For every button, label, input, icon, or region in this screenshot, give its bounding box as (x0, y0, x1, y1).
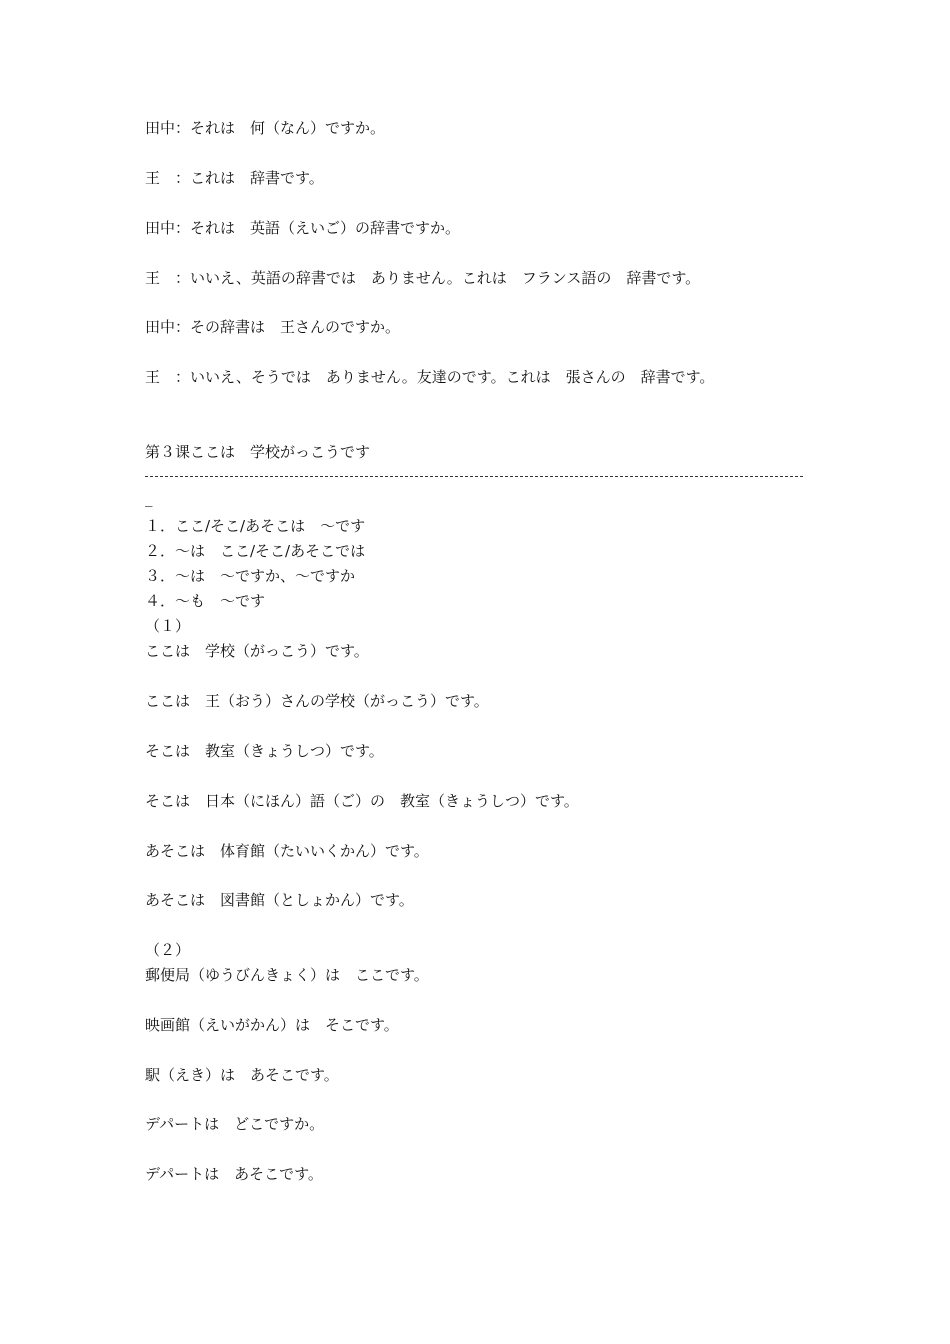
grammar-point: １．ここ/そこ/あそこは ～です (145, 517, 366, 535)
lesson-title: 第３课ここは 学校がっこうです (145, 443, 371, 461)
example-sentence: デパートは あそこです。 (145, 1165, 323, 1183)
divider (145, 476, 803, 477)
example-sentence: そこは 教室（きょうしつ）です。 (145, 742, 384, 760)
example-sentence: あそこは 図書館（としょかん）です。 (145, 891, 414, 909)
example-sentence: デパートは どこですか。 (145, 1115, 325, 1133)
example-sentence: 郵便局（ゆうびんきょく）は ここです。 (145, 966, 429, 984)
example-sentence: 駅（えき）は あそこです。 (145, 1066, 339, 1084)
dialogue-line: 田中：それは 英語（えいご）の辞書ですか。 (145, 219, 461, 237)
section-label: （１） (145, 617, 191, 635)
dialogue-line: 田中：その辞書は 王さんのですか。 (145, 318, 401, 336)
example-sentence: ここは 王（おう）さんの学校（がっこう）です。 (145, 692, 489, 710)
example-sentence: 映画館（えいがかん）は そこです。 (145, 1016, 399, 1034)
divider-tail: _ (145, 489, 153, 507)
grammar-point: ２．～は ここ/そこ/あそこでは (145, 542, 366, 560)
dialogue-line: 王 ：これは 辞書です。 (145, 169, 324, 187)
dialogue-line: 田中：それは 何（なん）ですか。 (145, 119, 386, 137)
grammar-point: ３．～は ～ですか、～ですか (145, 567, 356, 585)
example-sentence: そこは 日本（にほん）語（ご）の 教室（きょうしつ）です。 (145, 792, 579, 810)
dialogue-line: 王 ：いいえ、英語の辞書では ありません。これは フランス語の 辞書です。 (145, 269, 701, 287)
section-label: （２） (145, 941, 191, 959)
grammar-point: ４．～も ～です (145, 592, 266, 610)
dialogue-line: 王 ：いいえ、そうでは ありません。友達のです。これは 張さんの 辞書です。 (145, 368, 715, 386)
example-sentence: あそこは 体育館（たいいくかん）です。 (145, 842, 429, 860)
example-sentence: ここは 学校（がっこう）です。 (145, 642, 369, 660)
